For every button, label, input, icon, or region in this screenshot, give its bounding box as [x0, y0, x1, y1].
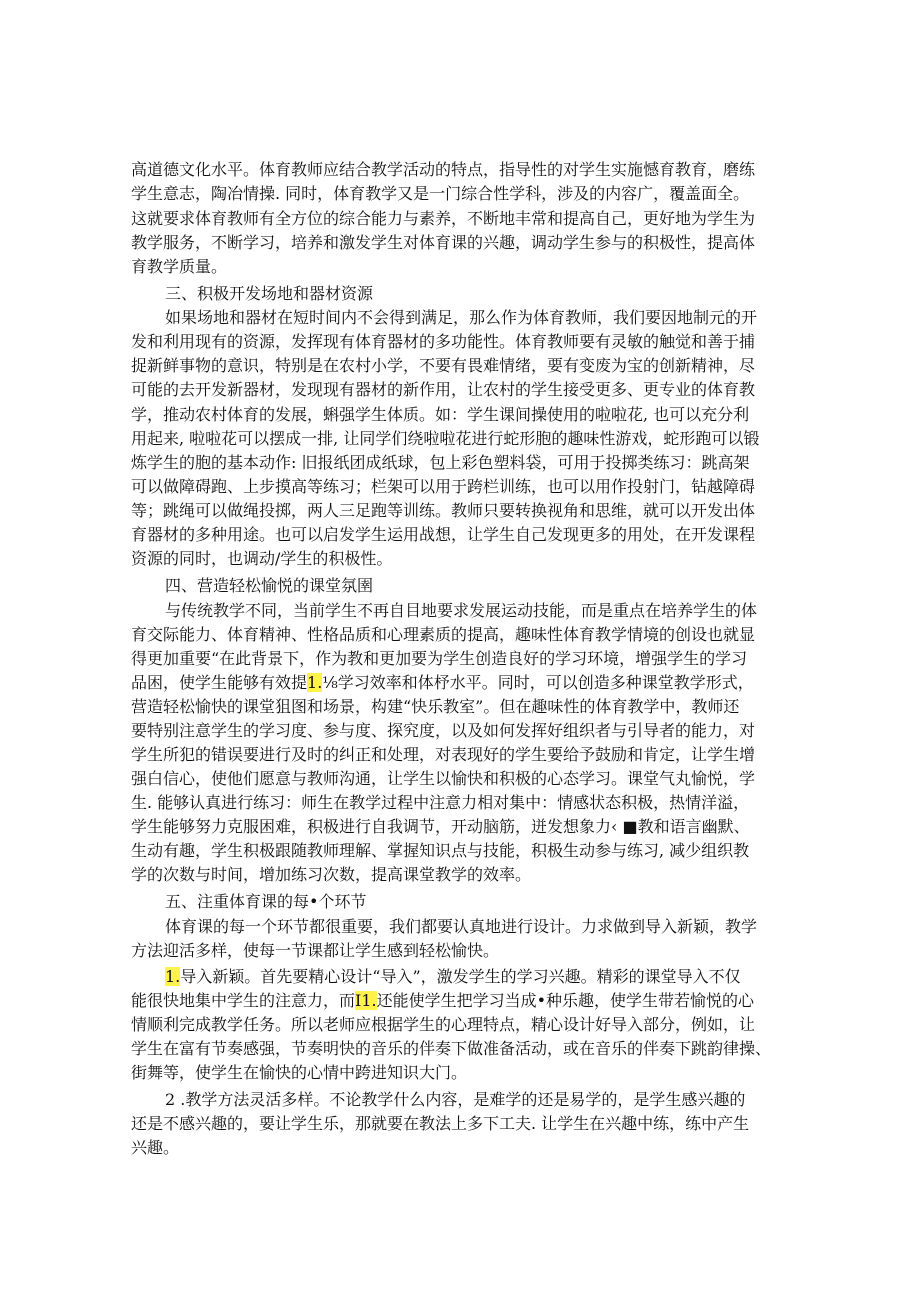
paragraph-line: 体育课的每一个环节都很重要，我们都要认真地进行设计。力求做到导入新颖，教学	[165, 917, 758, 936]
text-run: ⅛学习效率和体杼水平。同时，可以创造多种课堂教学形式，	[322, 673, 754, 692]
list-item-2: 2 .教学方法灵活多样。不论教学什么内容，是难学的还是易学的，是学生感兴趣的	[165, 1090, 746, 1109]
paragraph-line: 学生意志，陶冶情操. 同时，体育教学又是一门综合性学科，涉及的内容广，覆盖面全。	[131, 184, 750, 203]
paragraph-line: 学，推动农村体育的发展，蝌强学生体质。如：学生课间操使用的啦啦花, 也可以充分利	[131, 405, 750, 424]
paragraph-line: 兴趣。	[131, 1138, 180, 1157]
paragraph-line	[131, 989, 803, 1013]
paragraph-line	[131, 671, 803, 695]
section-heading: 四、营造轻松愉悦的课堂氛圉	[165, 576, 374, 595]
paragraph-line: 还是不感兴趣的，要让学生乐，那就要在教法上多下工夫. 让学生在兴趣中练，练中产生	[131, 1114, 750, 1133]
paragraph-line: 等；跳绳可以做绳投掷，两人三足跑等训练。教师只要转换视角和思维，就可以开发出体	[131, 501, 756, 520]
section-heading: 三、积极开发场地和器材资源	[165, 284, 374, 303]
paragraph-line: 要特别注意学生的学习度、参与度、探究度，以及如何发挥好组织者与引导者的能力，对	[131, 721, 756, 740]
paragraph-line: 可能的去开发新器材，发现现有器材的新作用，让农村的学生接受更多、更专业的体育教	[131, 380, 756, 399]
paragraph-line: 情顺利完成教学任务。所以老师应根据学生的心理特点，精心设计好导入部分，例如，让	[131, 1015, 756, 1034]
paragraph-line: 这就要求体育教师有全方位的综合能力与素养，不断地丰常和提高自己，更好地为学生为	[131, 209, 756, 228]
highlight-mark: 1.	[165, 967, 181, 986]
paragraph-line: 学生所犯的错误要进行及时的纠正和处理，对表现好的学生要给予鼓励和肯定，让学生增	[131, 745, 756, 764]
paragraph-line: 发和利用现有的资源，发挥现有体育器材的多功能性。体育教师要有灵敏的触觉和善于捕	[131, 332, 756, 351]
highlight-mark: 1.	[307, 673, 323, 692]
text-run: 导入新颖。首先要精心设计“导入”，激发学生的学习兴趣。精彩的课堂导入不仅	[180, 967, 741, 986]
paragraph-line: 与传统教学不同，当前学生不再自目地要求发展运动技能，而是重点在培养学生的体	[165, 601, 758, 620]
paragraph-line: 得更加重要“在此背景下，作为教和更加要为学生创造良好的学习环境，增强学生的学习	[131, 649, 748, 668]
paragraph-line: 高道德文化水平。体育教师应结合教学活动的特点，指导性的对学生实施憾育教育，磨练	[131, 160, 756, 179]
text-run: 品困，使学生能够有效提	[131, 673, 308, 692]
paragraph-line: 学生在富有节奏感强，节奏明快的音乐的伴奏下做准备活动，或在音乐的伴奏下跳韵律操、	[131, 1039, 772, 1058]
text-run: 还能使学生把学习当成•种乐趣，使学生带若愉悦的心	[376, 991, 755, 1010]
highlight-mark: I1.	[355, 991, 377, 1010]
paragraph-line: 学生能够努力克服困难，积极进行自我调节，开动脑筋，迸发想象力‹ ■教和语言幽默、	[131, 817, 750, 836]
paragraph-line: 如果场地和器材在短时间内不会得到满足，那么作为体育教师，我们要因地制元的开	[165, 308, 758, 327]
paragraph-line: 用起来, 啦啦花可以摆成一排, 让同学们绕啦啦花进行蛇形胞的趣味性游戏，蛇形跑可以锻	[131, 429, 760, 448]
paragraph-line: 育交际能力、体育精神、性格品质和心理素质的提高，趣味性体育教学情境的创设也就显	[131, 625, 756, 644]
paragraph-line: 炼学生的胞的基本动作: 旧报纸团成纸球，包上彩色塑料袋，可用于投掷类练习：跳高架	[131, 453, 750, 472]
paragraph-line: 街舞等，使学生在愉快的心情中跨进知识大门。	[131, 1063, 468, 1082]
paragraph-line: 方法迎活多样，使每一节课都让学生感到轻松愉快。	[131, 941, 500, 960]
paragraph-line: 育教学质量。	[131, 257, 228, 276]
paragraph-line: 生. 能够认真进行练习：师生在教学过程中注意力相对集中：情感状态积极，热情洋溢，	[131, 793, 750, 812]
paragraph-line: 营造轻松愉快的课堂狙图和场景，构建“快乐教室”。但在趣味性的体育教学中，教师还	[131, 697, 740, 716]
paragraph-line: 教学服务，不断学习，培养和激发学生对体育课的兴趣，调动学生参与的积极性，提高体	[131, 233, 756, 252]
paragraph-line: 学的次数与时间，增加练习次数，提高课堂教学的效率。	[131, 865, 532, 884]
paragraph-line: 育器材的多种用途。也可以启发学生运用战想，让学生自己发现更多的用处，在开发课程	[131, 525, 756, 544]
paragraph-line: 可以做障碍跑、上步摸高等练习；栏架可以用于跨栏训练，也可以用作投射门，钻越障碍	[131, 477, 756, 496]
list-item-1	[165, 965, 837, 989]
text-run: 能很快地集中学生的注意力，而	[131, 991, 356, 1010]
paragraph-line: 强白信心，使他们愿意与教师沟通，让学生以愉快和积极的心态学习。课堂气丸愉悦，学	[131, 769, 756, 788]
paragraph-line: 资源的同时，也调动/学生的积极性。	[131, 549, 393, 568]
paragraph-line: 捉新鲜事物的意识，特别是在农村小学，不要有畏难情绪，要有变废为宝的创新精神，尽	[131, 356, 756, 375]
section-heading: 五、注重体育课的每•个环节	[165, 892, 367, 911]
paragraph-line: 生动有趣，学生积极跟随教师理解、掌握知识点与技能，积极生动参与练习, 减少组织教	[131, 841, 750, 860]
